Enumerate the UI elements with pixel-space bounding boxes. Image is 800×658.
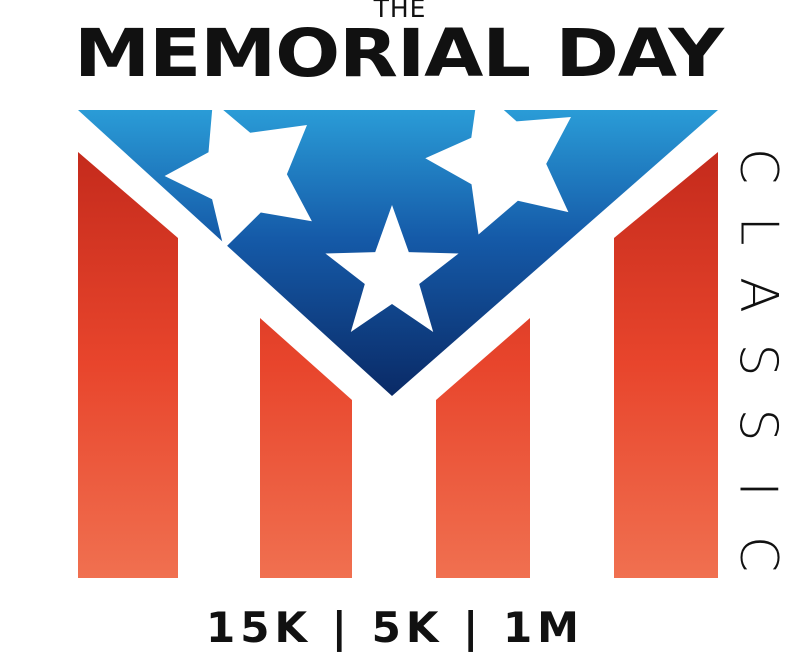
classic-letter: I <box>728 481 788 497</box>
classic-letter: A <box>727 277 788 314</box>
red-stripe-3 <box>436 318 530 578</box>
classic-letter: S <box>727 408 788 442</box>
red-stripe-4 <box>614 152 718 578</box>
race-distances: 15K | 5K | 1M <box>206 603 584 652</box>
classic-letter: C <box>728 147 788 185</box>
classic-vertical-text <box>728 140 788 580</box>
red-stripe-1 <box>78 152 178 578</box>
logo-title: MEMORIAL DAY <box>73 15 723 92</box>
classic-letter: L <box>727 216 788 246</box>
classic-letter: C <box>728 535 788 573</box>
logo-the-text: THE <box>373 0 427 23</box>
classic-letter: S <box>727 343 788 377</box>
red-stripe-2 <box>260 318 352 578</box>
